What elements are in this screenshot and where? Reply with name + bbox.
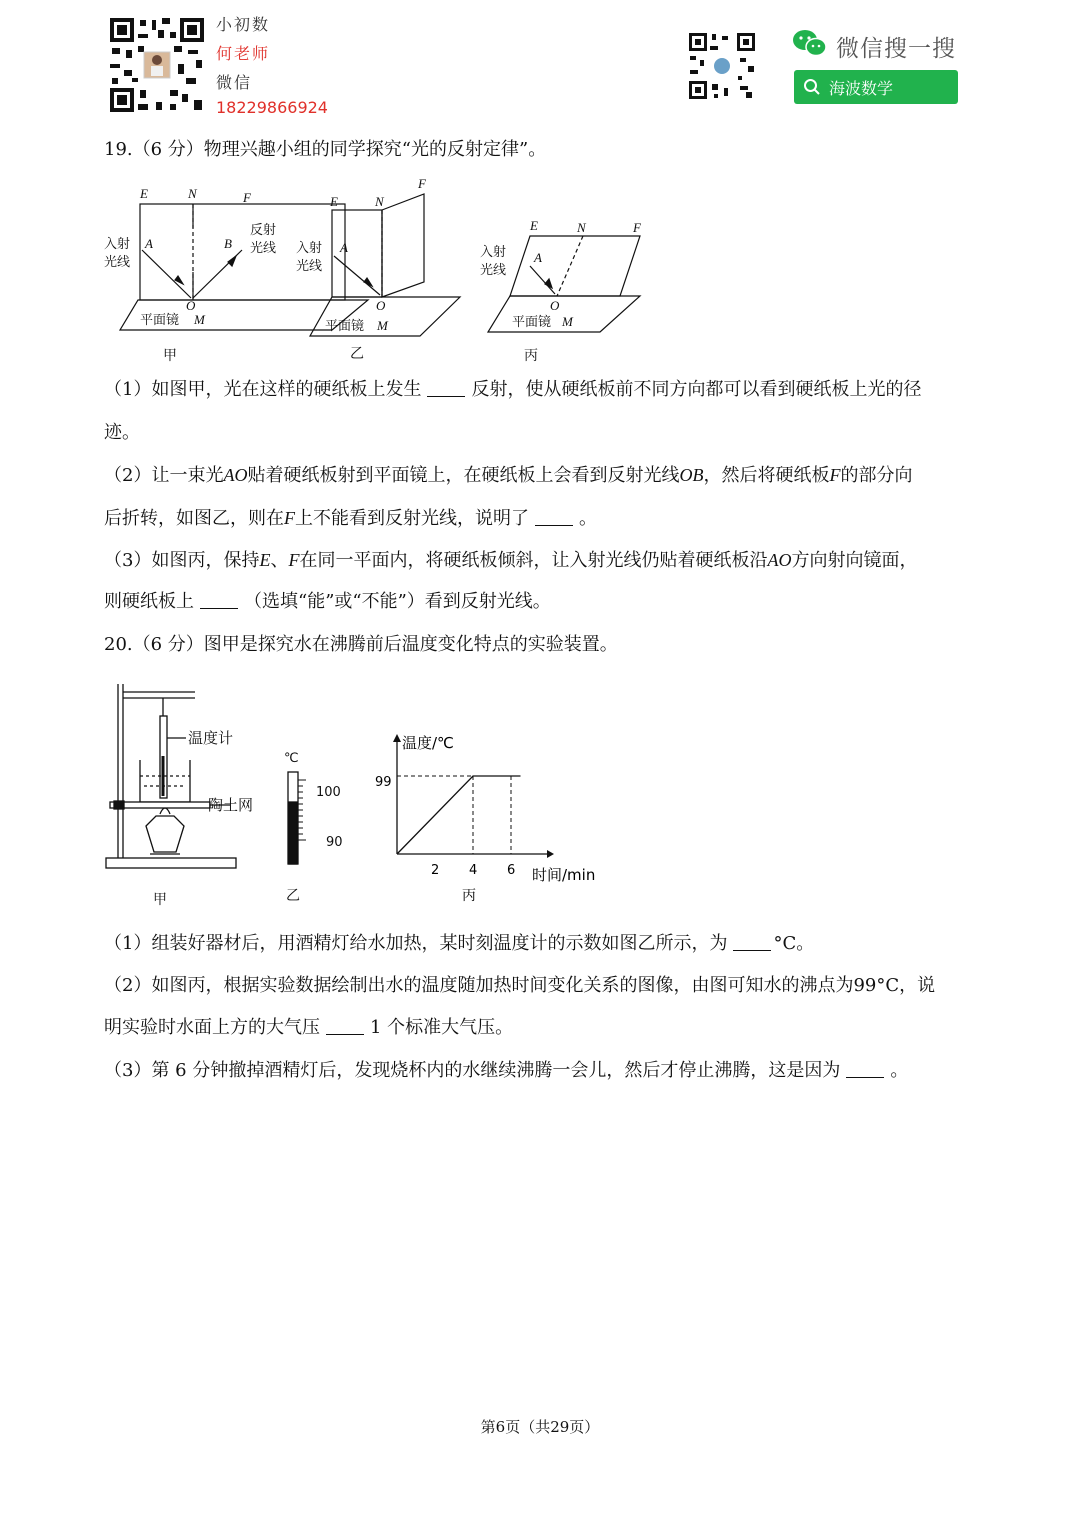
caption-bing: 丙 <box>462 888 476 904</box>
label-n: N <box>577 220 586 235</box>
wechat-search-title: 微信搜一搜 <box>836 36 956 62</box>
label-incident: 入射 <box>296 241 323 256</box>
y-axis-label: 温度/℃ <box>402 734 454 752</box>
label-a: A <box>340 240 348 255</box>
label-e: E <box>140 186 148 201</box>
label-e: E <box>530 218 538 233</box>
label-e: E <box>330 194 338 209</box>
gauze-label: 陶土网 <box>208 796 254 814</box>
x-axis-arrow <box>547 850 554 858</box>
wechat-search-button[interactable] <box>794 70 958 104</box>
qr-code-icon <box>688 32 756 100</box>
label-mirror: 平面镜 <box>325 319 365 334</box>
thermometer-label: 温度计 <box>188 729 234 747</box>
q20-part2: （2）如图丙，根据实验数据绘制出水的温度随加热时间变化关系的图像，由图可知水的沸点为99°C，说 <box>104 975 936 996</box>
x-tick-2: 2 <box>431 863 440 878</box>
caption-jia: 甲 <box>153 892 167 908</box>
label-incident: 入射 <box>480 245 507 260</box>
q19-title: 19.（6 分）物理兴趣小组的同学探究“光的反射定律”。 <box>104 139 547 160</box>
label-reflect: 光线 <box>250 241 277 256</box>
label-f: F <box>633 220 641 235</box>
page-number: 第6页（共29页） <box>480 1418 600 1436</box>
caption-yi: 乙 <box>286 888 300 904</box>
temperature-series-line <box>397 776 521 854</box>
label-mirror: 平面镜 <box>140 313 180 328</box>
q19-part3: （3）如图丙，保持E、F在同一平面内，将硬纸板倾斜，让入射光线仍贴着硬纸板沿AO方向射向镜面， <box>104 550 918 571</box>
label-incident: 光线 <box>480 263 507 278</box>
answer-blank[interactable] <box>427 378 465 397</box>
search-icon <box>803 78 821 96</box>
label-mirror: 平面镜 <box>512 315 552 330</box>
label-n: N <box>375 194 384 209</box>
caption-jia: 甲 <box>163 348 177 364</box>
label-m: M <box>377 318 388 333</box>
q19-part2: （2）让一束光AO贴着硬纸板射到平面镜上，在硬纸板上会看到反射光线OB，然后将硬纸板F的部分向 <box>104 465 913 486</box>
caption-bing: 丙 <box>524 348 538 364</box>
header-line-2: 何老师 <box>216 44 271 63</box>
caption-yi: 乙 <box>350 346 364 362</box>
qr-code-icon <box>108 16 206 114</box>
wechat-logo-icon <box>792 28 828 58</box>
q19-figure <box>100 170 660 370</box>
label-f: F <box>418 176 426 191</box>
q19-part1: （1）如图甲，光在这样的硬纸板上发生 反射，使从硬纸板前不同方向都可以看到硬纸板上光的径 <box>104 379 922 400</box>
label-b: B <box>224 236 232 251</box>
answer-blank[interactable] <box>733 932 771 951</box>
label-reflect: 反射 <box>250 223 277 238</box>
tick-100: 100 <box>316 785 341 800</box>
search-button-label: 海波数学 <box>829 79 894 98</box>
label-incident: 光线 <box>104 255 131 270</box>
x-tick-4: 4 <box>469 863 478 878</box>
label-a: A <box>534 250 542 265</box>
label-f: F <box>243 190 251 205</box>
q19-part3-cont: 则硬纸板上 （选填“能”或“不能”）看到反射光线。 <box>104 591 551 612</box>
x-tick-6: 6 <box>507 863 516 878</box>
label-incident: 光线 <box>296 259 323 274</box>
x-axis-label: 时间/min <box>532 866 596 884</box>
q20-figure <box>100 676 620 916</box>
label-m: M <box>194 312 205 327</box>
label-o: O <box>550 298 560 313</box>
answer-blank[interactable] <box>326 1016 364 1035</box>
q20-part1: （1）组装好器材后，用酒精灯给水加热，某时刻温度计的示数如图乙所示，为 °C。 <box>104 933 815 954</box>
q19-part2-cont: 后折转，如图乙，则在F上不能看到反射光线，说明了 。 <box>104 508 597 529</box>
label-n: N <box>188 186 197 201</box>
header-line-3: 微信 <box>216 73 253 92</box>
label-a: A <box>145 236 153 251</box>
answer-blank[interactable] <box>200 590 238 609</box>
answer-blank[interactable] <box>846 1059 884 1078</box>
y-axis-arrow <box>393 734 401 742</box>
label-o: O <box>186 298 196 313</box>
label-incident: 入射 <box>104 237 131 252</box>
header-phone: 18229866924 <box>216 98 328 117</box>
answer-blank[interactable] <box>535 507 573 526</box>
label-o: O <box>376 298 386 313</box>
label-m: M <box>562 314 573 329</box>
q20-part2-cont: 明实验时水面上方的大气压 1 个标准大气压。 <box>104 1017 514 1038</box>
header-line-1: 小初数 <box>216 15 271 34</box>
unit-celsius: ℃ <box>284 751 299 766</box>
y-tick-99: 99 <box>375 775 392 790</box>
q20-part3: （3）第 6 分钟撤掉酒精灯后，发现烧杯内的水继续沸腾一会儿，然后才停止沸腾，这是因为 。 <box>104 1060 909 1081</box>
boiling-chart <box>375 734 595 904</box>
q19-part1-cont: 迹。 <box>104 422 140 443</box>
q20-title: 20.（6 分）图甲是探究水在沸腾前后温度变化特点的实验装置。 <box>104 634 618 655</box>
tick-90: 90 <box>326 835 343 850</box>
